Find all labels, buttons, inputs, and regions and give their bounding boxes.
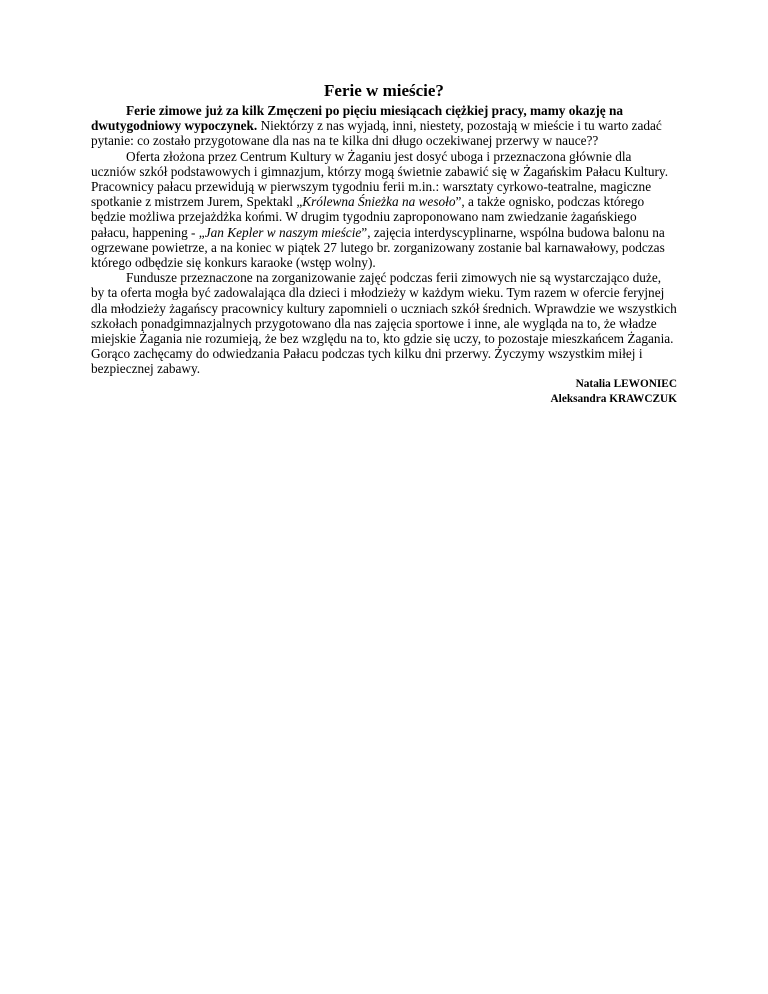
paragraph-funding: Fundusze przeznaczone na zorganizowanie zajęć podczas ferii zimowych nie są wystarczająco duże, by ta oferta mogła być zadowalająca dla dzieci i młodzieży w każdym wieku. Tym razem w ofercie feryjnej dla młodzieży żagańscy pracownicy kultury zapomnieli o uczniach szkół średnich. Wprawdzie we wszystkich szkołach ponadgimnazjalnych przygotowano dla nas zajęcia sportowe i inne, ale wygląda na to, że władze miejskie Żagania nie rozumieją, że bez względu na to, kto gdzie się uczy, to pozostaje mieszkańcem Żagania. Gorąco zachęcamy do odwiedzania Pałacu podczas tych kilku dni przerwy. Życzymy wszystkim miłej i bezpiecznej zabawy. <box>91 270 677 377</box>
author-signature-2: Aleksandra KRAWCZUK <box>550 392 677 405</box>
offer-italic-title-2: Jan Kepler w naszym mieście <box>204 224 362 240</box>
offer-italic-title-1: Królewna Śnieżka na wesoło <box>302 194 456 210</box>
offer-text-3: ”, zajęcia interdyscyplinarne, wspólna budowa balonu na ogrzewane powietrze, a na koniec w piątek 27 lutego br. zorganizowany zostanie bal karnawałowy, podczas którego odbędzie się konkurs karaoke (wstęp wolny). <box>91 224 665 271</box>
offer-text-2: ”, a także ognisko, podczas którego będzie możliwa przejażdżka końmi. W drugim tygodniu zaproponowano nam zwiedzanie żagańskiego pałacu, happening - „ <box>91 194 645 240</box>
intro-lead-bold: Ferie zimowe już za kilk Zmęczeni po pięciu miesiącach ciężkiej pracy, mamy okazję na dwutygodniowy wypoczynek. <box>91 103 624 134</box>
paragraph-intro <box>91 103 677 149</box>
intro-rest: Niektórzy z nas wyjadą, inni, niestety, pozostają w mieście i tu warto zadać pytanie: co zostało przygotowane dla nas na te kilka dni długo oczekiwanej przerwy w nauce?? <box>91 118 662 149</box>
article-title: Ferie w mieście? <box>324 81 444 100</box>
document-page <box>91 80 677 407</box>
offer-text-1: Oferta złożona przez Centrum Kultury w Żaganiu jest dosyć uboga i przeznaczona głównie dla uczniów szkół podstawowych i gimnazjum, którzy mogą świetnie zabawić się w Żagańskim Pałacu Kultury. Pracownicy pałacu przewidują w pierwszym tygodniu ferii m.in.: warsztaty cyrkowo-teatralne, magiczne spotkanie z mistrzem Jurem, Spektakl „ <box>91 148 669 210</box>
paragraph-offer <box>91 149 677 271</box>
author-signature-1: Natalia LEWONIEC <box>575 377 677 390</box>
